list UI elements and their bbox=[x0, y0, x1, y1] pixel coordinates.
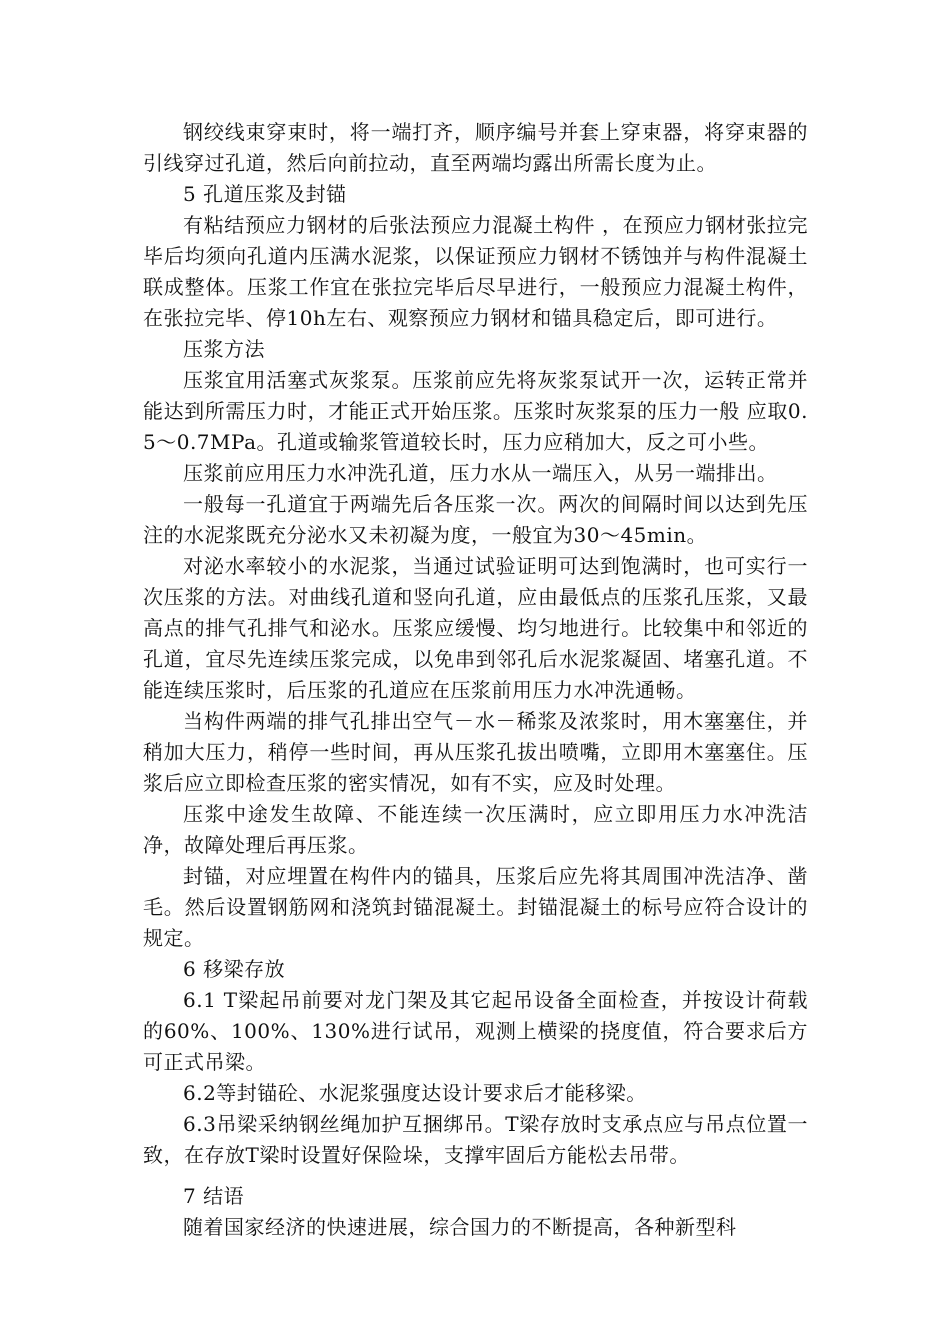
spacer bbox=[143, 1171, 808, 1181]
paragraph: 6.2等封锚砼、水泥浆强度达设计要求后才能移梁。 bbox=[183, 1081, 647, 1105]
paragraph: 随着国家经济的快速进展，综合国力的不断提高，各种新型科 bbox=[183, 1215, 737, 1239]
paragraph: 当构件两端的排气孔排出空气－水－稀浆及浓浆时，用木塞塞住，并稍加大压力，稍停一些时间，再从压浆孔拔出喷嘴，立即用木塞塞住。压浆后应立即检查压浆的密实情况，如有不实，应及时处理。 bbox=[143, 709, 808, 795]
section-heading: 6 移梁存放 bbox=[183, 957, 286, 981]
subsection-heading: 压浆方法 bbox=[183, 337, 265, 361]
paragraph: 6.3吊梁采纳钢丝绳加护互捆绑吊。T梁存放时支承点应与吊点位置一致，在存放T梁时设置好保险垛，支撑牢固后方能松去吊带。 bbox=[143, 1112, 808, 1167]
paragraph: 压浆宜用活塞式灰浆泵。压浆前应先将灰浆泵试开一次，运转正常并能达到所需压力时，才能正式开始压浆。压浆时灰浆泵的压力一般 应取0.5～0.7MPa。孔道或输浆管道较长时，压力应稍加大，反之可小些。 bbox=[143, 368, 808, 454]
paragraph: 压浆前应用压力水冲洗孔道，压力水从一端压入，从另一端排出。 bbox=[183, 461, 778, 485]
paragraph: 有粘结预应力钢材的后张法预应力混凝土构件 ，在预应力钢材张拉完毕后均须向孔道内压满水泥浆，以保证预应力钢材不锈蚀并与构件混凝土联成整体。压浆工作宜在张拉完毕后尽早进行，一般预应力混凝土构件，在张拉完毕、停10h左右、观察预应力钢材和锚具稳定后，即可进行。 bbox=[143, 213, 808, 330]
section-heading: 7 结语 bbox=[183, 1184, 245, 1208]
document-page bbox=[143, 117, 808, 1243]
paragraph: 封锚，对应埋置在构件内的锚具，压浆后应先将其周围冲洗洁净、凿毛。然后设置钢筋网和浇筑封锚混凝土。封锚混凝土的标号应符合设计的规定。 bbox=[143, 864, 808, 950]
paragraph: 钢绞线束穿束时，将一端打齐，顺序编号并套上穿束器，将穿束器的引线穿过孔道，然后向前拉动，直至两端均露出所需长度为止。 bbox=[143, 120, 808, 175]
section-heading: 5 孔道压浆及封锚 bbox=[183, 182, 347, 206]
paragraph: 一般每一孔道宜于两端先后各压浆一次。两次的间隔时间以达到先压注的水泥浆既充分泌水又未初凝为度，一般宜为30～45min。 bbox=[143, 492, 808, 547]
paragraph: 对泌水率较小的水泥浆，当通过试验证明可达到饱满时，也可实行一次压浆的方法。对曲线孔道和竖向孔道，应由最低点的压浆孔压浆，又最高点的排气孔排气和泌水。压浆应缓慢、均匀地进行。比较集中和邻近的孔道，宜尽先连续压浆完成，以免串到邻孔后水泥浆凝固、堵塞孔道。不能连续压浆时，后压浆的孔道应在压浆前用压力水冲洗通畅。 bbox=[143, 554, 808, 702]
paragraph: 6.1 T梁起吊前要对龙门架及其它起吊设备全面检查，并按设计荷载的60%、100%、130%进行试吊，观测上横梁的挠度值，符合要求后方可正式吊梁。 bbox=[143, 988, 808, 1074]
paragraph: 压浆中途发生故障、不能连续一次压满时，应立即用压力水冲洗洁净，故障处理后再压浆。 bbox=[143, 802, 808, 857]
